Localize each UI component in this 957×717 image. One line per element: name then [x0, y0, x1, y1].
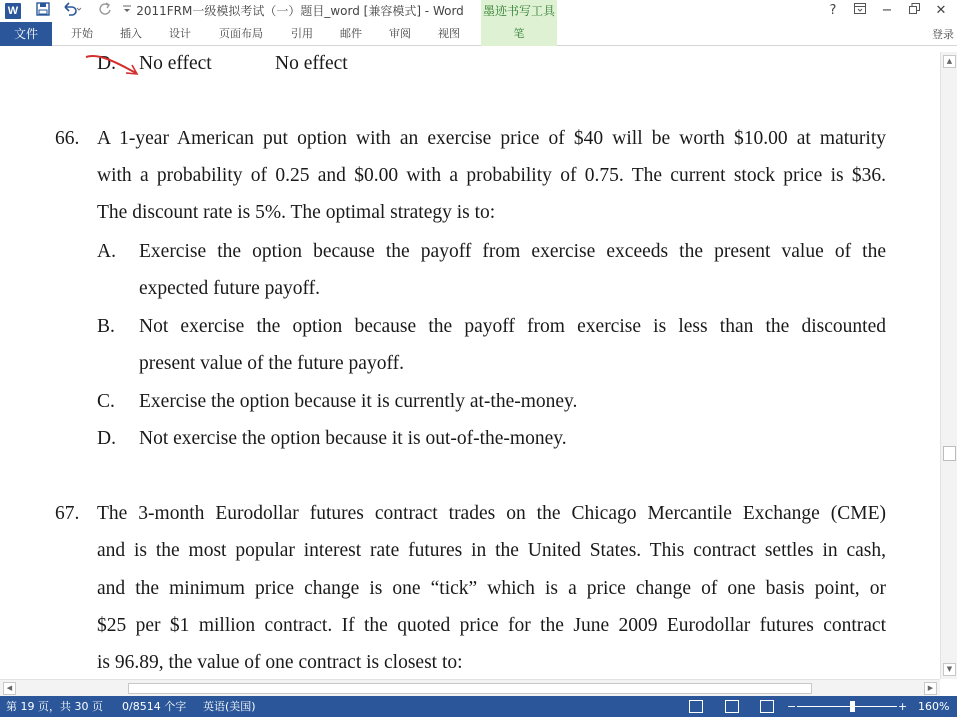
vertical-scroll-thumb[interactable]	[943, 446, 956, 461]
status-bar	[0, 696, 957, 717]
tab-design[interactable]: 设计	[169, 27, 191, 40]
page-count[interactable]: 第 19 页，共 30 页	[6, 700, 103, 713]
question-number: 66.	[55, 128, 80, 149]
web-layout-icon[interactable]	[760, 700, 774, 713]
document-page[interactable]	[0, 47, 940, 679]
zoom-in-button[interactable]: +	[898, 700, 908, 713]
option-letter: B.	[97, 316, 115, 337]
redo-icon[interactable]	[98, 2, 112, 20]
zoom-slider-thumb[interactable]	[850, 701, 855, 712]
option-text-line: present value of the future payoff.	[139, 353, 404, 374]
help-button[interactable]: ?	[829, 3, 837, 18]
vertical-scrollbar[interactable]	[940, 52, 957, 679]
horizontal-scrollbar[interactable]	[0, 679, 940, 696]
question-text-line: and is the most popular interest rate futures in the United States. This contract settles in cash,	[97, 540, 886, 561]
tab-mailings[interactable]: 邮件	[340, 27, 362, 40]
question-text-line: with a probability of 0.25 and $0.00 with a probability of 0.75. The current stock price is $36.	[97, 165, 886, 186]
ink-tools-context-label: 墨迹书写工具	[481, 0, 557, 22]
option-text-line: Exercise the option because the payoff from exercise exceeds the present value of the	[139, 241, 886, 262]
tab-home[interactable]: 开始	[71, 27, 93, 40]
question-text-line: is 96.89, the value of one contract is closest to:	[97, 652, 463, 673]
proofing-language[interactable]: 英语(美国)	[203, 700, 256, 713]
save-icon[interactable]	[36, 2, 50, 20]
question-text-line: A 1-year American put option with an exercise price of $40 will be worth $10.00 at maturity	[97, 128, 886, 149]
restore-icon[interactable]	[903, 2, 925, 20]
horizontal-scroll-thumb[interactable]	[128, 683, 812, 694]
zoom-level[interactable]: 160%	[918, 700, 950, 713]
close-button[interactable]: ✕	[935, 3, 947, 18]
option-letter: A.	[97, 241, 116, 262]
ink-annotation-mark	[84, 51, 144, 77]
tab-page-layout[interactable]: 页面布局	[219, 27, 263, 40]
tab-insert[interactable]: 插入	[120, 27, 142, 40]
tab-pen[interactable]: 笔	[481, 22, 557, 46]
tab-review[interactable]: 审阅	[389, 27, 411, 40]
title-bar	[0, 0, 957, 22]
tab-view[interactable]: 视图	[438, 27, 460, 40]
zoom-out-button[interactable]: −	[787, 700, 797, 713]
scroll-right-icon[interactable]: ▶	[924, 682, 937, 695]
document-title: 2011FRM一级模拟考试（一）题目_word [兼容模式] - Word	[136, 4, 464, 18]
scroll-up-icon[interactable]: ▲	[943, 55, 956, 68]
zoom-slider[interactable]	[797, 706, 897, 707]
option-text-line: Not exercise the option because the payoff from exercise is less than the discounted	[139, 316, 886, 337]
word-app-icon[interactable]: W	[5, 3, 21, 19]
option-letter: D.	[97, 428, 116, 449]
read-mode-icon[interactable]	[689, 700, 703, 713]
login-link[interactable]: 登录	[932, 28, 954, 41]
question-text-line: and the minimum price change is one “tick” which is a price change of one basis point, or	[97, 578, 886, 599]
prev-option-col2: No effect	[275, 53, 348, 74]
print-layout-icon[interactable]	[725, 700, 739, 713]
scroll-down-icon[interactable]: ▼	[943, 663, 956, 676]
ribbon-display-options-icon[interactable]	[849, 2, 871, 20]
prev-option-col1: No effect	[139, 53, 212, 74]
prev-option-letter: D.	[97, 53, 116, 74]
word-count[interactable]: 0/8514 个字	[122, 700, 187, 713]
question-text-line: The 3-month Eurodollar futures contract trades on the Chicago Mercantile Exchange (CME)	[97, 503, 886, 524]
scroll-left-icon[interactable]: ◀	[3, 682, 16, 695]
option-letter: C.	[97, 391, 115, 412]
tab-references[interactable]: 引用	[291, 27, 313, 40]
option-text-line: Exercise the option because it is currently at-the-money.	[139, 391, 578, 412]
minimize-button[interactable]: −	[881, 3, 893, 18]
question-text-line: $25 per $1 million contract. If the quoted price for the June 2009 Eurodollar futures contract	[97, 615, 886, 636]
undo-icon[interactable]	[62, 2, 82, 20]
option-text-line: expected future payoff.	[139, 278, 321, 299]
question-text-line: The discount rate is 5%. The optimal strategy is to:	[97, 202, 496, 223]
option-text-line: Not exercise the option because it is out-of-the-money.	[139, 428, 567, 449]
tab-file[interactable]: 文件	[0, 22, 52, 46]
question-number: 67.	[55, 503, 80, 524]
ribbon-tabs	[0, 22, 957, 46]
